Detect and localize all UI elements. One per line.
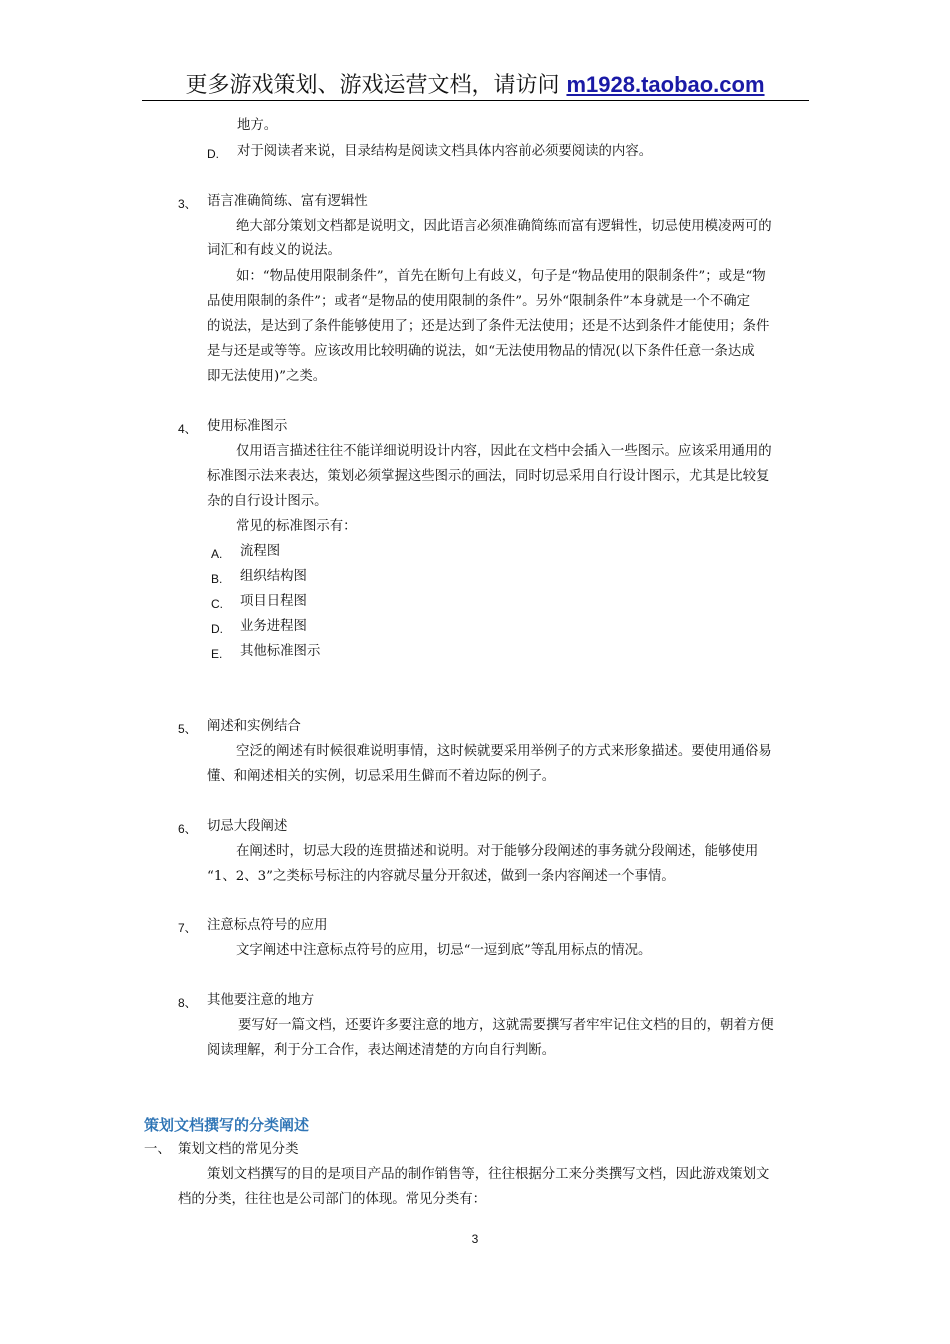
body-line: 要写好一篇文档，还要许多要注意的地方，这就需要撰写者牢牢记住文档的目的，朝着方便	[238, 1018, 774, 1033]
item-title: 切忌大段阐述	[207, 819, 288, 834]
list-item-text: 业务进程图	[240, 619, 307, 634]
item-number: 一、	[144, 1142, 171, 1157]
page-header	[0, 68, 950, 99]
body-line: 标准图示法来表达，策划必须掌握这些图示的画法，同时切忌采用自行设计图示，尤其是比较复	[207, 469, 770, 484]
list-label: B.	[211, 572, 223, 586]
list-label: C.	[211, 597, 223, 611]
body-line: 词汇和有歧义的说法。	[207, 243, 341, 258]
body-line: 仅用语言描述往往不能详细说明设计内容，因此在文档中会插入一些图示。应该采用通用的	[236, 444, 772, 459]
item-title: 策划文档的常见分类	[178, 1142, 299, 1157]
list-item-text: 项目日程图	[240, 594, 307, 609]
list-item-text: 组织结构图	[240, 569, 307, 584]
body-line: 阅读理解，利于分工合作，表达阐述清楚的方向自行判断。	[207, 1043, 556, 1058]
body-line: 策划文档撰写的目的是项目产品的制作销售等，往往根据分工来分类撰写文档，因此游戏策划文	[207, 1167, 770, 1182]
body-line: 懂、和阐述相关的实例，切忌采用生僻而不着边际的例子。	[207, 769, 556, 784]
body-line: 文字阐述中注意标点符号的应用，切忌“一逗到底”等乱用标点的情况。	[236, 943, 652, 958]
list-item-text: 对于阅读者来说，目录结构是阅读文档具体内容前必须要阅读的内容。	[237, 144, 653, 159]
body-line: 是与还是或等等。应该改用比较明确的说法，如“无法使用物品的情况(以下条件任意一条达成	[207, 344, 755, 359]
section-heading: 策划文档撰写的分类阐述	[144, 1116, 310, 1134]
body-line: 的说法，是达到了条件能够使用了；还是达到了条件无法使用；还是不达到条件才能使用；条件	[207, 319, 770, 334]
body-line: 空泛的阐述有时候很难说明事情，这时候就要采用举例子的方式来形象描述。要使用通俗易	[236, 744, 772, 759]
body-line: “1、2、3”之类标号标注的内容就尽量分开叙述，做到一条内容阐述一个事情。	[207, 869, 675, 884]
page-number: 3	[471, 1232, 479, 1246]
item-number: 7、	[178, 921, 197, 935]
body-line: 档的分类，往往也是公司部门的体现。常见分类有：	[178, 1192, 486, 1207]
body-line: 如：“物品使用限制条件”，首先在断句上有歧义，句子是“物品使用的限制条件”；或是“物	[236, 269, 766, 284]
header-rule	[142, 100, 809, 101]
body-line: 即无法使用)”之类。	[207, 369, 327, 384]
header-text: 更多游戏策划、游戏运营文档，请访问	[185, 73, 567, 98]
item-number: 3、	[178, 197, 197, 211]
body-line: 常见的标准图示有：	[236, 519, 357, 534]
body-line: 在阐述时，切忌大段的连贯描述和说明。对于能够分段阐述的事务就分段阐述，能够使用	[236, 844, 759, 859]
list-label: D.	[207, 147, 219, 161]
item-title: 阐述和实例结合	[207, 719, 301, 734]
item-number: 6、	[178, 822, 197, 836]
item-number: 4、	[178, 422, 197, 436]
body-line: 杂的自行设计图示。	[207, 494, 328, 509]
list-item-text: 其他标准图示	[240, 644, 321, 659]
body-line: 品使用限制的条件”；或者“是物品的使用限制的条件”。另外“限制条件”本身就是一个不确定	[207, 294, 751, 309]
list-label: E.	[211, 647, 223, 661]
header-link[interactable]: m1928.taobao.com	[566, 72, 765, 97]
item-title: 语言准确简练、富有逻辑性	[207, 194, 368, 209]
list-item-text: 流程图	[240, 544, 281, 559]
item-title: 其他要注意的地方	[207, 993, 315, 1008]
list-label: A.	[211, 547, 223, 561]
item-title: 注意标点符号的应用	[207, 918, 328, 933]
body-line: 绝大部分策划文档都是说明文，因此语言必须准确简练而富有逻辑性，切忌使用模凌两可的	[236, 219, 772, 234]
item-title: 使用标准图示	[207, 419, 288, 434]
item-number: 5、	[178, 722, 197, 736]
list-label: D.	[211, 622, 223, 636]
body-line: 地方。	[237, 118, 278, 133]
item-number: 8、	[178, 996, 197, 1010]
